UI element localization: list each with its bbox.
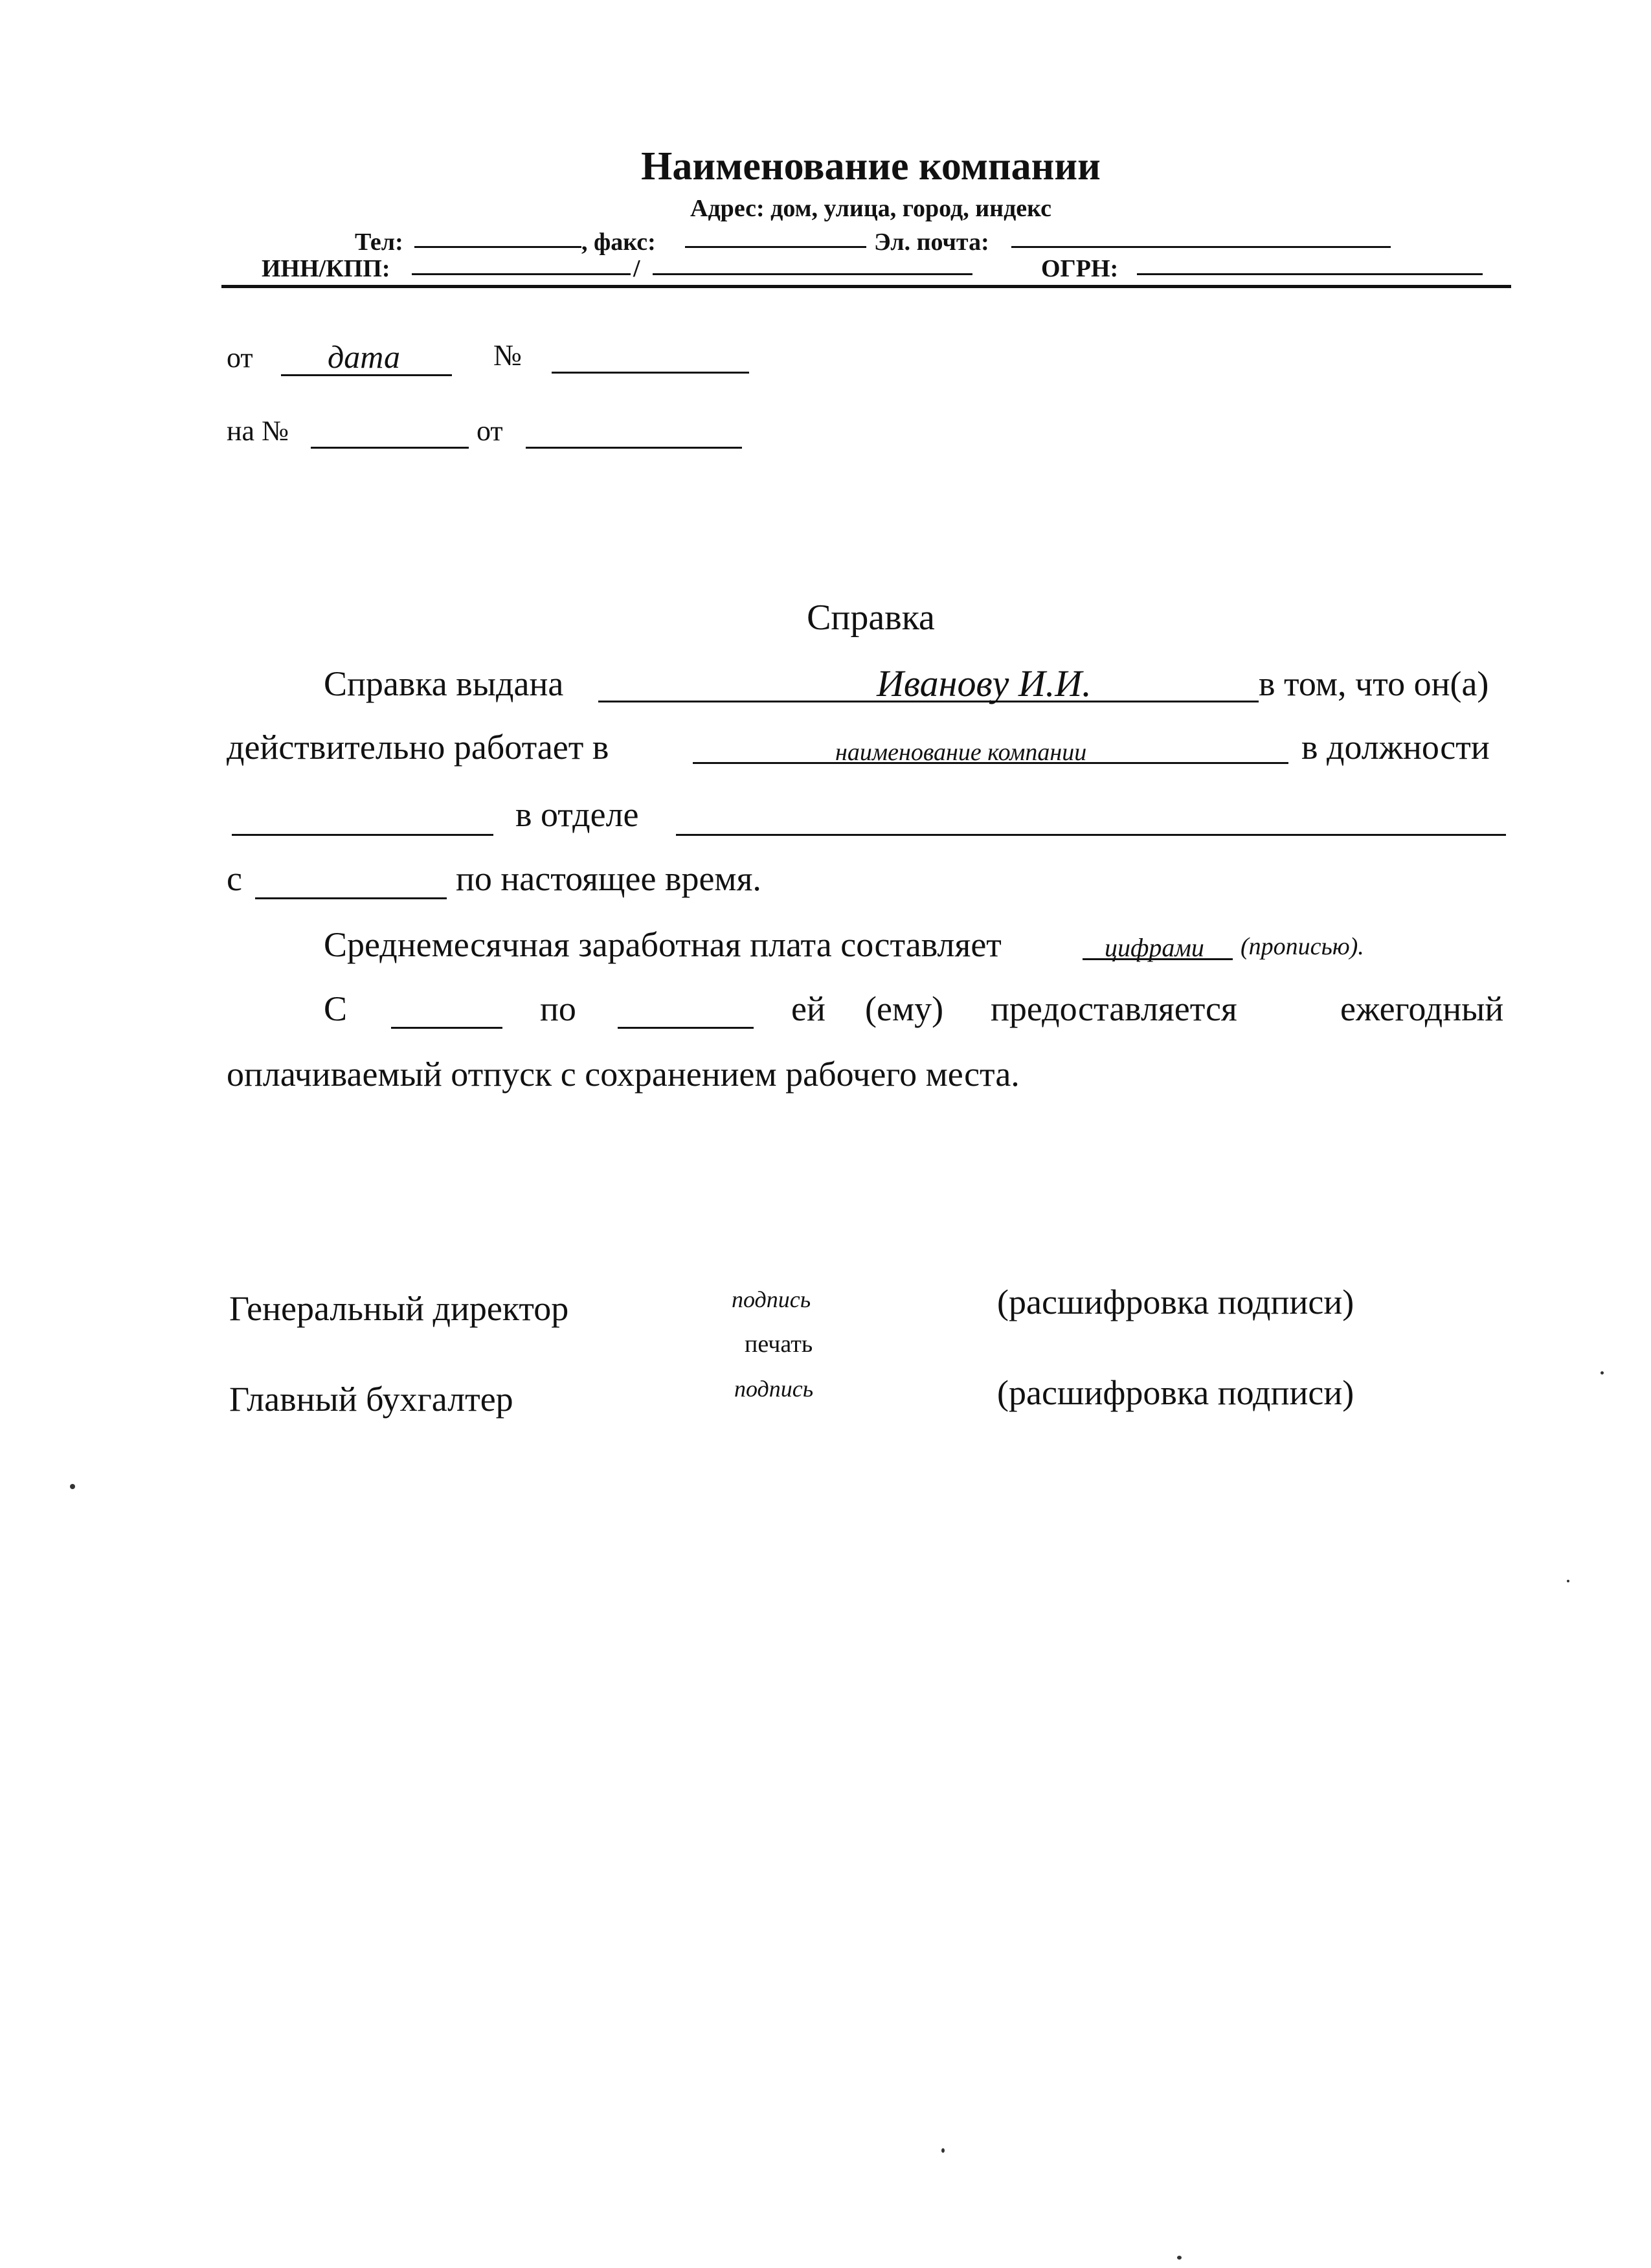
- vacation-provided: предоставляется: [991, 989, 1237, 1028]
- reply-number-label: на №: [227, 415, 289, 447]
- vacation-line-2: оплачиваемый отпуск с сохранением рабочего места.: [227, 1055, 1020, 1094]
- inn-kpp-separator: /: [633, 255, 640, 282]
- vacation-annual: ежегодный: [1340, 989, 1504, 1028]
- vacation-from-label: С: [324, 989, 348, 1028]
- accountant-signature-decode: (расшифровка подписи): [997, 1373, 1354, 1412]
- scan-speck: [1177, 2256, 1182, 2260]
- till-now-text: по настоящее время.: [456, 859, 761, 898]
- reply-date-field[interactable]: [526, 447, 742, 449]
- accountant-signature: подпись: [734, 1376, 814, 1402]
- email-field[interactable]: [1011, 246, 1391, 248]
- scan-speck: [941, 2148, 945, 2153]
- reply-number-field[interactable]: [311, 447, 469, 449]
- from-label: от: [227, 342, 253, 374]
- salary-words: (прописью).: [1241, 933, 1364, 960]
- inn-label: ИНН/КПП:: [262, 255, 390, 282]
- department-label: в отделе: [515, 795, 639, 834]
- fax-field[interactable]: [685, 246, 866, 248]
- recipient-name: Иванову И.И.: [877, 662, 1092, 704]
- position-field[interactable]: [232, 834, 493, 836]
- start-date-field[interactable]: [255, 897, 447, 899]
- header-divider: [221, 285, 1511, 288]
- since-label: с: [227, 859, 242, 898]
- position-label: в должности: [1301, 728, 1490, 767]
- tel-field[interactable]: [414, 246, 581, 248]
- inn-field[interactable]: [412, 273, 631, 275]
- vacation-him: (ему): [865, 989, 944, 1028]
- issued-to-label: Справка выдана: [324, 664, 564, 703]
- department-field[interactable]: [676, 834, 1506, 836]
- vacation-start-field[interactable]: [391, 1027, 502, 1029]
- vacation-her: ей: [791, 989, 826, 1028]
- tel-label: Тел:: [355, 229, 403, 256]
- company-address: Адрес: дом, улица, город, индекс: [690, 195, 1051, 222]
- stamp-place: печать: [745, 1330, 813, 1358]
- kpp-field[interactable]: [653, 273, 972, 275]
- company-name: Наименование компании: [641, 144, 1101, 188]
- reply-from-label: от: [477, 415, 503, 447]
- that-he-she-text: в том, что он(а): [1259, 664, 1489, 703]
- number-field[interactable]: [552, 372, 749, 374]
- ogrn-field[interactable]: [1137, 273, 1483, 275]
- scan-speck: [70, 1484, 75, 1489]
- director-title: Генеральный директор: [229, 1289, 569, 1328]
- director-signature: подпись: [732, 1286, 811, 1312]
- fax-label: , факс:: [581, 229, 656, 256]
- vacation-end-field[interactable]: [618, 1027, 754, 1029]
- scan-speck: [1600, 1371, 1604, 1375]
- document-title: Справка: [807, 598, 935, 638]
- number-label: №: [493, 339, 522, 372]
- works-at-label: действительно работает в: [227, 728, 609, 767]
- scan-speck: [1567, 1580, 1569, 1582]
- email-label: Эл. почта:: [874, 229, 989, 256]
- salary-label: Среднемесячная заработная плата составляет: [324, 925, 1002, 964]
- director-signature-decode: (расшифровка подписи): [997, 1283, 1354, 1321]
- ogrn-label: ОГРН:: [1041, 255, 1119, 282]
- date-value: дата: [328, 339, 401, 375]
- salary-digits: цифрами: [1105, 933, 1204, 962]
- company-field-hint: наименование компании: [835, 739, 1087, 766]
- accountant-title: Главный бухгалтер: [229, 1380, 513, 1419]
- vacation-to-label: по: [540, 989, 576, 1028]
